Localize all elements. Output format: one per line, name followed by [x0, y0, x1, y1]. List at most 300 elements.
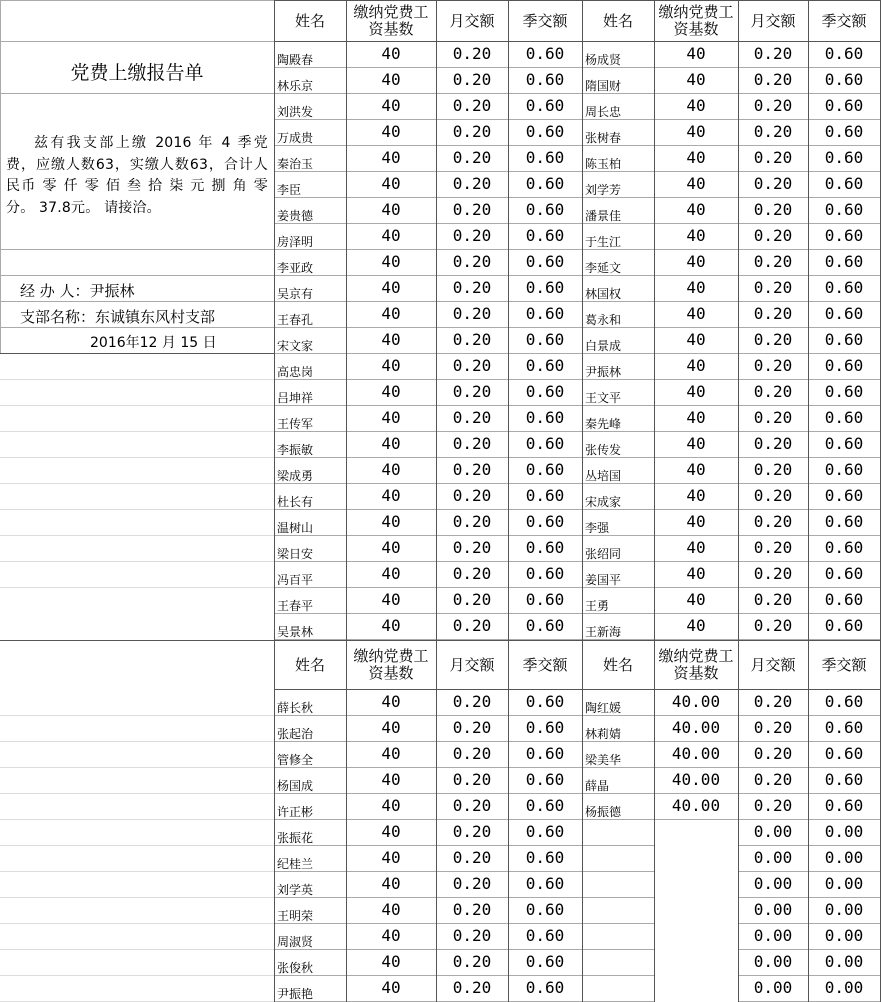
grid-line: [738, 897, 880, 898]
b2l-row-quarterly: 0.60: [525, 692, 565, 711]
b1r-row-name: 周长忠: [585, 105, 622, 119]
b1r-row-monthly: 0.20: [753, 330, 793, 349]
b1r-row-monthly: 0.20: [753, 460, 793, 479]
b1l-row-monthly: 0.20: [452, 538, 492, 557]
grid-line: [274, 741, 654, 742]
b1r-row-monthly: 0.20: [753, 44, 793, 63]
report-body: 兹有我支部上缴 2016 年 4 季党费，应缴人数63，实缴人数63，合计人民币 零 仟 零 佰 叁 拾 柒 元 捌 角 零 分。 37.8元。 请接洽。: [6, 135, 268, 216]
b1l-row-base: 40: [381, 356, 401, 375]
b2l-row-quarterly: 0.60: [525, 952, 565, 971]
b1l-row-name: 王春孔: [277, 313, 314, 327]
grid-line: [654, 767, 738, 768]
b2l-row-monthly: 0.20: [452, 978, 492, 997]
b2r-row-quarterly: 0.00: [824, 900, 864, 919]
b1r-row-base: 40: [686, 616, 706, 635]
handler-label: 经 办 人：尹振林: [20, 282, 135, 300]
b1l-row-monthly: 0.20: [452, 356, 492, 375]
b1l-row-name: 温树山: [277, 521, 314, 535]
block1-header-name-right: 姓名: [602, 11, 633, 30]
b2l-row-base: 40: [381, 926, 401, 945]
branch-name: 支部名称：东诚镇东风村支部: [20, 308, 216, 326]
b1l-row-base: 40: [381, 44, 401, 63]
b2r-row-monthly: 0.20: [753, 796, 793, 815]
b1r-row-monthly: 0.20: [753, 434, 793, 453]
b1l-row-quarterly: 0.60: [525, 252, 565, 271]
b2l-row-base: 40: [381, 692, 401, 711]
b1r-row-base: 40: [686, 590, 706, 609]
b1r-row-base: 40: [686, 382, 706, 401]
grid-line: [436, 640, 437, 1002]
grid-line: [738, 0, 739, 640]
b1l-row-name: 李振敏: [277, 443, 314, 457]
b2l-row-base: 40: [381, 770, 401, 789]
b2l-row-base: 40: [381, 952, 401, 971]
header-base-line1: 缴纳党费工: [353, 647, 429, 665]
b1l-row-monthly: 0.20: [452, 408, 492, 427]
b2r-row-base: 40.00: [671, 744, 721, 763]
grid-line: [0, 923, 274, 924]
b1l-row-monthly: 0.20: [452, 70, 492, 89]
b1l-row-name: 李臣: [277, 183, 302, 197]
grid-line: [654, 819, 738, 820]
b1r-row-base: 40: [686, 200, 706, 219]
b1l-row-base: 40: [381, 460, 401, 479]
b1l-row-name: 王春平: [277, 599, 314, 613]
grid-line: [274, 67, 880, 68]
grid-line: [738, 871, 880, 872]
b1l-row-quarterly: 0.60: [525, 148, 565, 167]
grid-line: [0, 561, 274, 562]
b1l-row-base: 40: [381, 538, 401, 557]
b1r-row-name: 张绍同: [585, 547, 622, 561]
b1r-row-name: 林国权: [585, 287, 622, 301]
b1r-row-quarterly: 0.60: [824, 148, 864, 167]
grid-line: [274, 41, 880, 42]
b1l-row-quarterly: 0.60: [525, 408, 565, 427]
b2r-row-base: 40.00: [671, 692, 721, 711]
b2l-row-name: 王明荣: [277, 909, 314, 923]
grid-line: [274, 871, 654, 872]
grid-line: [582, 640, 583, 1002]
grid-line: [274, 715, 654, 716]
b1l-row-base: 40: [381, 122, 401, 141]
b1l-row-monthly: 0.20: [452, 200, 492, 219]
grid-line: [0, 379, 274, 380]
header-base-line1: 缴纳党费工: [353, 3, 429, 21]
b1l-row-monthly: 0.20: [452, 148, 492, 167]
b1l-row-monthly: 0.20: [452, 96, 492, 115]
b1l-row-base: 40: [381, 330, 401, 349]
b1l-row-base: 40: [381, 252, 401, 271]
b1l-row-monthly: 0.20: [452, 252, 492, 271]
block1-header-name-left: 姓名: [294, 11, 325, 30]
b1l-row-monthly: 0.20: [452, 486, 492, 505]
b1r-row-base: 40: [686, 174, 706, 193]
grid-line: [0, 819, 274, 820]
grid-line: [0, 483, 274, 484]
b1r-row-quarterly: 0.60: [824, 252, 864, 271]
b1l-row-quarterly: 0.60: [525, 616, 565, 635]
grid-line: [0, 249, 274, 250]
grid-line: [508, 640, 509, 1002]
b2l-row-name: 张振花: [277, 831, 314, 845]
grid-line: [0, 0, 274, 1]
b1l-row-monthly: 0.20: [452, 330, 492, 349]
b1l-row-quarterly: 0.60: [525, 538, 565, 557]
b1r-row-monthly: 0.20: [753, 226, 793, 245]
b2r-row-quarterly: 0.60: [824, 770, 864, 789]
grid-line: [738, 819, 880, 820]
block2-header-name-right: 姓名: [602, 655, 633, 674]
grid-line: [274, 949, 654, 950]
b1l-row-quarterly: 0.60: [525, 96, 565, 115]
grid-line: [274, 301, 880, 302]
b1r-row-base: 40: [686, 356, 706, 375]
b1l-row-name: 宋文家: [277, 339, 314, 353]
b1l-row-quarterly: 0.60: [525, 226, 565, 245]
b1r-row-monthly: 0.20: [753, 616, 793, 635]
grid-line: [808, 0, 809, 640]
b2l-row-name: 纪桂兰: [277, 857, 314, 871]
grid-line: [508, 0, 509, 640]
b1r-row-name: 葛永和: [585, 313, 622, 327]
grid-line: [880, 640, 881, 1002]
grid-line: [0, 587, 274, 588]
grid-line: [654, 640, 655, 1002]
b1l-row-quarterly: 0.60: [525, 330, 565, 349]
b1l-row-base: 40: [381, 564, 401, 583]
b2l-row-monthly: 0.20: [452, 718, 492, 737]
grid-line: [274, 535, 880, 536]
b1r-row-base: 40: [686, 434, 706, 453]
grid-line: [274, 819, 654, 820]
grid-line: [274, 897, 654, 898]
grid-line: [274, 197, 880, 198]
b1l-row-quarterly: 0.60: [525, 564, 565, 583]
b2l-row-base: 40: [381, 848, 401, 867]
b2l-row-monthly: 0.20: [452, 926, 492, 945]
grid-line: [0, 949, 274, 950]
grid-line: [0, 431, 274, 432]
grid-line: [0, 327, 274, 328]
block1-header-base-right: [654, 0, 738, 42]
grid-line: [738, 741, 880, 742]
b2r-row-base: 40.00: [671, 770, 721, 789]
b1l-row-quarterly: 0.60: [525, 44, 565, 63]
grid-line: [0, 640, 880, 641]
b1l-row-quarterly: 0.60: [525, 356, 565, 375]
b1r-row-quarterly: 0.60: [824, 486, 864, 505]
b1l-row-name: 万成贵: [277, 131, 314, 145]
grid-line: [654, 741, 738, 742]
b1r-row-monthly: 0.20: [753, 278, 793, 297]
grid-line: [880, 0, 881, 640]
b2l-row-name: 张俊秋: [277, 961, 314, 975]
b2r-row-quarterly: 0.00: [824, 848, 864, 867]
b1l-row-quarterly: 0.60: [525, 434, 565, 453]
b1r-row-monthly: 0.20: [753, 564, 793, 583]
grid-line: [274, 145, 880, 146]
b1r-row-quarterly: 0.60: [824, 122, 864, 141]
b1r-row-name: 张传发: [585, 443, 622, 457]
b2l-row-quarterly: 0.60: [525, 900, 565, 919]
b1l-row-quarterly: 0.60: [525, 304, 565, 323]
b1l-row-quarterly: 0.60: [525, 590, 565, 609]
b1r-row-name: 张树春: [585, 131, 622, 145]
b2r-row-monthly: 0.00: [753, 874, 793, 893]
b2r-row-quarterly: 0.60: [824, 744, 864, 763]
b2l-row-name: 薛长秋: [277, 701, 314, 715]
grid-line: [274, 689, 880, 690]
grid-line: [346, 0, 347, 640]
b1l-row-quarterly: 0.60: [525, 70, 565, 89]
b2l-row-name: 杨国成: [277, 779, 314, 793]
grid-line: [274, 353, 880, 354]
grid-line: [274, 975, 654, 976]
grid-line: [582, 845, 654, 846]
grid-line: [274, 561, 880, 562]
b1l-row-base: 40: [381, 590, 401, 609]
b2r-row-monthly: 0.00: [753, 978, 793, 997]
grid-line: [274, 509, 880, 510]
b1r-row-base: 40: [686, 330, 706, 349]
b1l-row-base: 40: [381, 434, 401, 453]
grid-line: [274, 0, 275, 640]
grid-line: [738, 767, 880, 768]
b2r-row-base: 40.00: [671, 796, 721, 815]
b1r-row-quarterly: 0.60: [824, 44, 864, 63]
grid-line: [274, 249, 880, 250]
grid-line: [0, 793, 274, 794]
b2l-row-name: 刘学英: [277, 883, 314, 897]
grid-line: [0, 975, 274, 976]
b1l-row-quarterly: 0.60: [525, 486, 565, 505]
b1l-row-name: 冯百平: [277, 573, 314, 587]
header-base-line2: 资基数: [368, 20, 414, 38]
b2r-row-monthly: 0.20: [753, 744, 793, 763]
b1r-row-quarterly: 0.60: [824, 590, 864, 609]
b2r-row-monthly: 0.00: [753, 926, 793, 945]
grid-line: [274, 587, 880, 588]
grid-line: [0, 41, 274, 42]
b1r-row-base: 40: [686, 486, 706, 505]
b2l-row-base: 40: [381, 718, 401, 737]
b1r-row-quarterly: 0.60: [824, 434, 864, 453]
block2-header-quarterly-left: 季交额: [522, 655, 568, 674]
grid-line: [0, 897, 274, 898]
b2r-row-monthly: 0.00: [753, 952, 793, 971]
b1l-row-monthly: 0.20: [452, 382, 492, 401]
b2l-row-monthly: 0.20: [452, 692, 492, 711]
b2r-row-quarterly: 0.00: [824, 822, 864, 841]
b1r-row-name: 陈玉柏: [585, 157, 622, 171]
block1-header-quarterly-right: 季交额: [821, 11, 867, 30]
grid-line: [738, 640, 739, 1002]
b1r-row-name: 李延文: [585, 261, 622, 275]
b1r-row-monthly: 0.20: [753, 382, 793, 401]
b2l-row-quarterly: 0.60: [525, 770, 565, 789]
grid-line: [0, 509, 274, 510]
b2l-row-name: 张起治: [277, 727, 314, 741]
b1l-row-name: 吕坤祥: [277, 391, 314, 405]
grid-line: [346, 640, 347, 1002]
block1-header-quarterly-left: 季交额: [522, 11, 568, 30]
b1r-row-monthly: 0.20: [753, 148, 793, 167]
b1l-row-monthly: 0.20: [452, 174, 492, 193]
grid-line: [0, 535, 274, 536]
b1r-row-quarterly: 0.60: [824, 356, 864, 375]
b1l-row-monthly: 0.20: [452, 590, 492, 609]
b1r-row-quarterly: 0.60: [824, 200, 864, 219]
b1r-row-quarterly: 0.60: [824, 408, 864, 427]
b1r-row-quarterly: 0.60: [824, 330, 864, 349]
b2l-row-monthly: 0.20: [452, 770, 492, 789]
grid-line: [0, 405, 274, 406]
b2r-row-monthly: 0.00: [753, 822, 793, 841]
b2r-row-name: 薛晶: [585, 779, 610, 793]
grid-line: [274, 483, 880, 484]
b2l-row-quarterly: 0.60: [525, 718, 565, 737]
header-base-line1: 缴纳党费工: [658, 3, 734, 21]
b2l-row-monthly: 0.20: [452, 796, 492, 815]
b1l-row-quarterly: 0.60: [525, 200, 565, 219]
b1r-row-base: 40: [686, 408, 706, 427]
b2r-row-monthly: 0.00: [753, 848, 793, 867]
b2l-row-quarterly: 0.60: [525, 744, 565, 763]
b2l-row-base: 40: [381, 796, 401, 815]
b2r-row-monthly: 0.00: [753, 900, 793, 919]
grid-line: [274, 119, 880, 120]
grid-line: [274, 0, 880, 1]
b2r-row-monthly: 0.20: [753, 770, 793, 789]
grid-line: [738, 975, 880, 976]
b2r-row-name: 林莉婧: [585, 727, 622, 741]
grid-line: [274, 171, 880, 172]
b2l-row-quarterly: 0.60: [525, 874, 565, 893]
b1r-row-monthly: 0.20: [753, 252, 793, 271]
block2-header-quarterly-right: 季交额: [821, 655, 867, 674]
b1r-row-name: 白景成: [585, 339, 622, 353]
b2l-row-base: 40: [381, 978, 401, 997]
b1l-row-name: 林乐京: [277, 79, 314, 93]
grid-line: [274, 613, 880, 614]
b2r-row-quarterly: 0.00: [824, 978, 864, 997]
b1r-row-base: 40: [686, 70, 706, 89]
block1-header-monthly-left: 月交额: [449, 11, 495, 30]
b1l-row-name: 秦治玉: [277, 157, 314, 171]
grid-line: [738, 793, 880, 794]
b2r-row-name: 陶红媛: [585, 701, 622, 715]
b1l-row-base: 40: [381, 174, 401, 193]
b1r-row-monthly: 0.20: [753, 304, 793, 323]
b2r-row-name: 杨振德: [585, 805, 622, 819]
b1l-row-monthly: 0.20: [452, 122, 492, 141]
b1r-row-base: 40: [686, 304, 706, 323]
b1l-row-name: 姜贵德: [277, 209, 314, 223]
block2-header-base-left: [346, 640, 436, 690]
grid-line: [0, 301, 274, 302]
b1r-row-name: 宋成家: [585, 495, 622, 509]
b2l-row-name: 尹振艳: [277, 987, 314, 1001]
b1r-row-quarterly: 0.60: [824, 616, 864, 635]
grid-line: [0, 353, 274, 354]
b1r-row-quarterly: 0.60: [824, 512, 864, 531]
grid-line: [654, 0, 655, 640]
b1l-row-base: 40: [381, 148, 401, 167]
grid-line: [0, 93, 274, 94]
b2l-row-quarterly: 0.60: [525, 822, 565, 841]
block1-header-monthly-right: 月交额: [750, 11, 796, 30]
b1l-row-base: 40: [381, 304, 401, 323]
b1r-row-monthly: 0.20: [753, 96, 793, 115]
grid-line: [0, 741, 274, 742]
grid-line: [0, 845, 274, 846]
grid-line: [274, 793, 654, 794]
b1r-row-base: 40: [686, 44, 706, 63]
b2l-row-monthly: 0.20: [452, 822, 492, 841]
b2l-row-monthly: 0.20: [452, 952, 492, 971]
b1r-row-monthly: 0.20: [753, 122, 793, 141]
b2r-row-monthly: 0.20: [753, 718, 793, 737]
b1r-row-name: 秦先峰: [585, 417, 622, 431]
b1r-row-monthly: 0.20: [753, 512, 793, 531]
b1l-row-name: 陶殿春: [277, 53, 314, 67]
b1r-row-base: 40: [686, 122, 706, 141]
b1r-row-quarterly: 0.60: [824, 70, 864, 89]
header-base-line1: 缴纳党费工: [658, 647, 734, 665]
b1r-row-quarterly: 0.60: [824, 174, 864, 193]
grid-line: [0, 275, 274, 276]
b1l-row-quarterly: 0.60: [525, 382, 565, 401]
grid-line: [738, 923, 880, 924]
block1-header-base-left: [346, 0, 436, 42]
b1r-row-name: 尹振林: [585, 365, 622, 379]
block2-header-base-right: [654, 640, 738, 690]
grid-line: [274, 457, 880, 458]
b1r-row-monthly: 0.20: [753, 538, 793, 557]
b2r-row-quarterly: 0.60: [824, 796, 864, 815]
grid-line: [738, 715, 880, 716]
b1r-row-monthly: 0.20: [753, 408, 793, 427]
b2l-row-base: 40: [381, 822, 401, 841]
b1r-row-name: 丛培国: [585, 469, 622, 483]
b1r-row-monthly: 0.20: [753, 200, 793, 219]
grid-line: [274, 379, 880, 380]
b1l-row-base: 40: [381, 382, 401, 401]
b1l-row-monthly: 0.20: [452, 616, 492, 635]
b1r-row-name: 刘学芳: [585, 183, 622, 197]
b1l-row-base: 40: [381, 486, 401, 505]
grid-line: [274, 93, 880, 94]
grid-line: [274, 327, 880, 328]
b1l-row-base: 40: [381, 96, 401, 115]
grid-line: [274, 431, 880, 432]
b2l-row-base: 40: [381, 744, 401, 763]
b2r-row-quarterly: 0.00: [824, 926, 864, 945]
b1l-row-name: 李亚政: [277, 261, 314, 275]
grid-line: [274, 767, 654, 768]
grid-line: [654, 715, 738, 716]
b1l-row-base: 40: [381, 226, 401, 245]
grid-line: [654, 793, 738, 794]
grid-line: [274, 405, 880, 406]
b2l-row-name: 许正彬: [277, 805, 314, 819]
grid-line: [0, 871, 274, 872]
b1l-row-name: 杜长有: [277, 495, 314, 509]
b1r-row-name: 于生江: [585, 235, 622, 249]
b1r-row-name: 王新海: [585, 625, 622, 639]
b1r-row-monthly: 0.20: [753, 174, 793, 193]
